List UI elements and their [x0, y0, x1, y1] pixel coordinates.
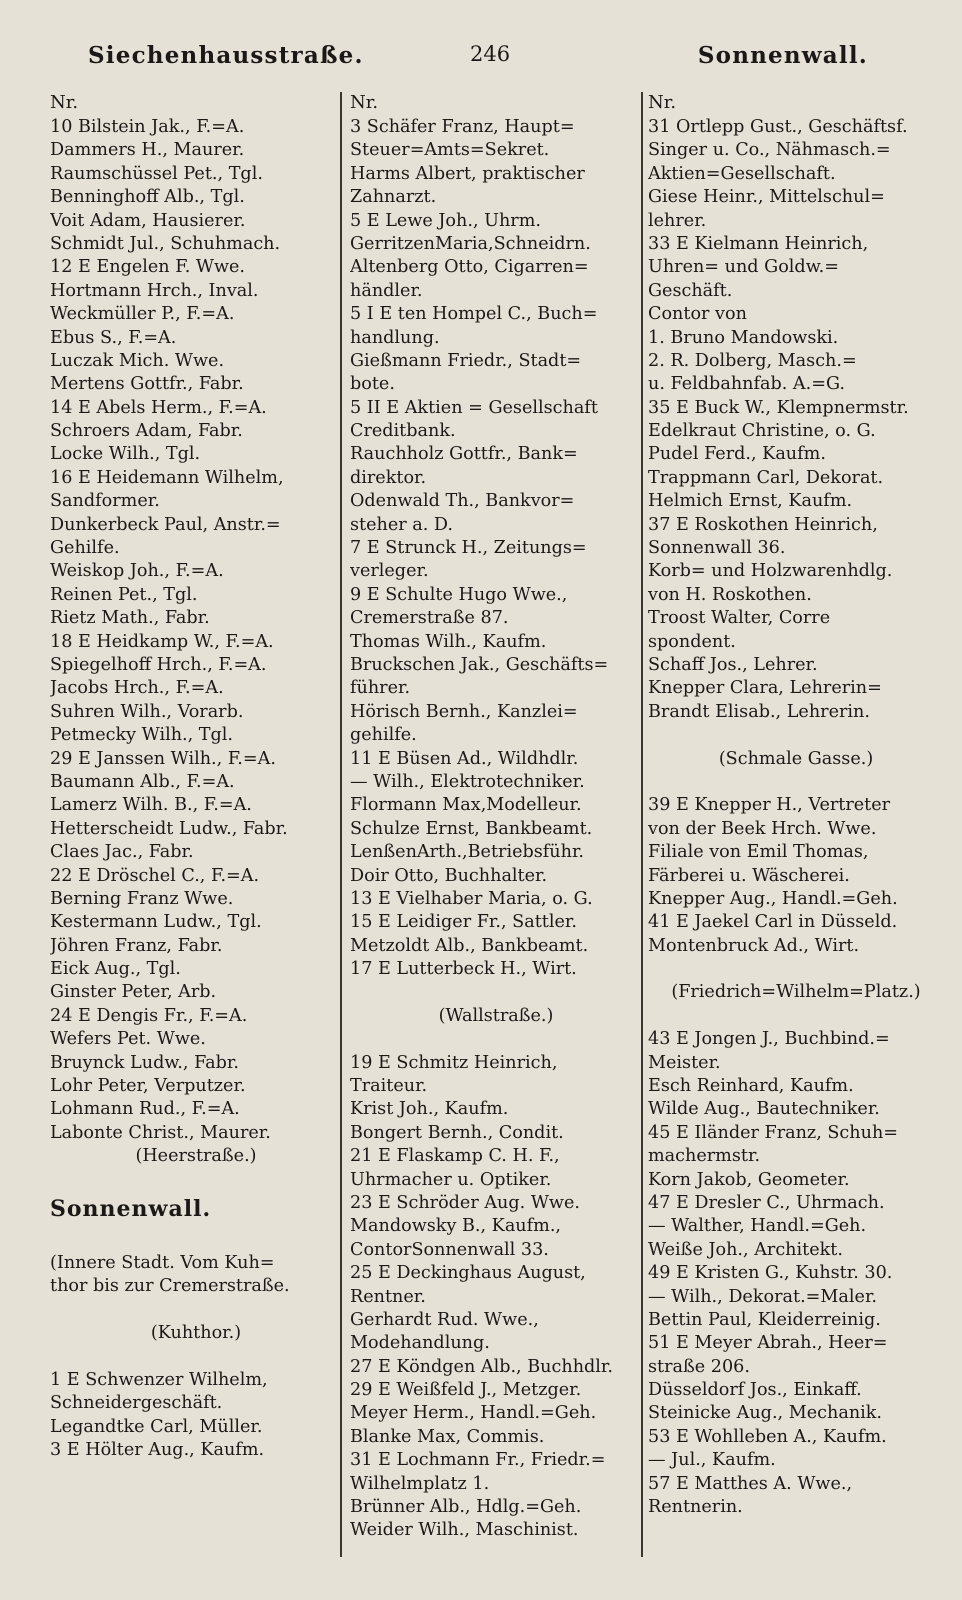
directory-line: 17 E Lutterbeck H., Wirt.	[350, 959, 577, 980]
directory-line: LenßenArth.,Betriebsführ.	[350, 842, 585, 863]
directory-line: Locke Wilh., Tgl.	[50, 444, 201, 465]
directory-line: Schaff Jos., Lehrer.	[648, 654, 818, 675]
directory-line: 27 E Köndgen Alb., Buchhdlr.	[350, 1356, 613, 1377]
directory-line: 3 E Hölter Aug., Kaufm.	[50, 1440, 265, 1461]
directory-line: — Wilh., Dekorat.=Maler.	[648, 1286, 878, 1307]
spacer	[50, 1229, 342, 1252]
directory-line: Geschäft.	[648, 280, 733, 301]
directory-line: 1 E Schwenzer Wilhelm,	[50, 1369, 268, 1390]
spacer	[648, 771, 944, 794]
directory-line: Bettin Paul, Kleiderreinig.	[648, 1309, 881, 1330]
directory-line: Singer u. Co., Nähmasch.=	[648, 140, 891, 161]
directory-line: Uhren= und Goldw.=	[648, 257, 840, 278]
running-head-left: Siechenhausstraße.	[88, 42, 364, 69]
page-number: 246	[470, 42, 511, 66]
directory-line: Schmidt Jul., Schuhmach.	[50, 233, 281, 254]
directory-line: 43 E Jongen J., Buchbind.=	[648, 1029, 890, 1050]
directory-line: — Wilh., Elektrotechniker.	[350, 771, 585, 792]
directory-line: 57 E Matthes A. Wwe.,	[648, 1473, 853, 1494]
directory-line: 23 E Schröder Aug. Wwe.	[350, 1192, 580, 1213]
directory-line: Bruckschen Jak., Geschäfts=	[350, 654, 609, 675]
directory-line: 18 E Heidkamp W., F.=A.	[50, 631, 274, 652]
directory-line: direktor.	[350, 467, 427, 488]
directory-line: Suhren Wilh., Vorarb.	[50, 701, 244, 722]
directory-line: 29 E Janssen Wilh., F.=A.	[50, 748, 276, 769]
directory-line: Korb= und Holzwarenhdlg.	[648, 561, 893, 582]
directory-line: Gießmann Friedr., Stadt=	[350, 350, 582, 371]
directory-line: von H. Roskothen.	[648, 584, 812, 605]
directory-line: 3 Schäfer Franz, Haupt=	[350, 117, 575, 137]
directory-line: — Walther, Handl.=Geh.	[648, 1216, 867, 1237]
directory-line: Filiale von Emil Thomas,	[648, 842, 869, 863]
directory-line: Bongert Bernh., Condit.	[350, 1122, 564, 1143]
directory-line: Meyer Herm., Handl.=Geh.	[350, 1403, 597, 1424]
directory-line: 2. R. Dolberg, Masch.=	[648, 350, 857, 371]
directory-line: Flormann Max,Modelleur.	[350, 795, 582, 816]
directory-line: 31 Ortlepp Gust., Geschäftsf.	[648, 117, 908, 137]
directory-line: Cremerstraße 87.	[350, 608, 509, 629]
directory-line: Hetterscheidt Ludw., Fabr.	[50, 818, 288, 839]
directory-line: Nr.	[648, 92, 677, 113]
directory-line: Lohr Peter, Verputzer.	[50, 1076, 246, 1097]
directory-line: Reinen Pet., Tgl.	[50, 584, 198, 605]
directory-line: machermstr.	[648, 1146, 761, 1167]
directory-column-1	[50, 90, 342, 1462]
directory-line: Odenwald Th., Bankvor=	[350, 491, 575, 512]
directory-line: Modehandlung.	[350, 1333, 490, 1354]
directory-line: 9 E Schulte Hugo Wwe.,	[350, 584, 568, 605]
directory-line: Altenberg Otto, Cigarren=	[350, 257, 589, 278]
spacer	[350, 981, 642, 1004]
section-heading: Sonnenwall.	[50, 1195, 212, 1222]
directory-line: straße 206.	[648, 1356, 750, 1377]
directory-line: 21 E Flaskamp C. H. F.,	[350, 1146, 560, 1167]
directory-line: Wilhelmplatz 1.	[350, 1473, 490, 1494]
directory-line: 25 E Deckinghaus August,	[350, 1263, 586, 1284]
directory-line: Baumann Alb., F.=A.	[50, 771, 235, 792]
directory-line: Lamerz Wilh. B., F.=A.	[50, 795, 252, 816]
directory-line: Weiskop Joh., F.=A.	[50, 561, 224, 582]
directory-line: Contor von	[648, 304, 747, 325]
spacer	[50, 1346, 342, 1369]
directory-line: bote.	[350, 374, 395, 395]
directory-line: Jöhren Franz, Fabr.	[50, 935, 223, 956]
directory-line: 45 E Iländer Franz, Schuh=	[648, 1122, 899, 1143]
directory-line: 35 E Buck W., Klempnermstr.	[648, 397, 909, 418]
directory-line: gehilfe.	[350, 725, 417, 746]
directory-line: Schneidergeschäft.	[50, 1393, 223, 1414]
directory-line: 41 E Jaekel Carl in Düsseld.	[648, 912, 898, 933]
running-head-right: Sonnenwall.	[697, 42, 868, 69]
directory-line: u. Feldbahnfab. A.=G.	[648, 374, 845, 395]
directory-line: 33 E Kielmann Heinrich,	[648, 233, 869, 254]
directory-line: Bruynck Ludw., Fabr.	[50, 1052, 239, 1073]
directory-line: ContorSonnenwall 33.	[350, 1239, 549, 1260]
directory-line: 5 I E ten Hompel C., Buch=	[350, 304, 598, 325]
directory-line: 49 E Kristen G., Kuhstr. 30.	[648, 1263, 893, 1284]
directory-line: Brünner Alb., Hdlg.=Geh.	[350, 1497, 582, 1518]
directory-line: Troost Walter, Corre	[648, 608, 831, 629]
spacer	[50, 1299, 342, 1322]
directory-line: Blanke Max, Commis.	[350, 1426, 545, 1447]
directory-line: Uhrmacher u. Optiker.	[350, 1169, 552, 1190]
directory-line: 15 E Leidiger Fr., Sattler.	[350, 912, 577, 933]
directory-line: Giese Heinr., Mittelschul=	[648, 187, 885, 208]
directory-line: Metzoldt Alb., Bankbeamt.	[350, 935, 589, 956]
directory-line: Düsseldorf Jos., Einkaff.	[648, 1380, 862, 1401]
directory-line: lehrer.	[648, 210, 707, 231]
directory-line: Hörisch Bernh., Kanzlei=	[350, 701, 578, 722]
directory-line: 5 E Lewe Joh., Uhrm.	[350, 210, 541, 231]
directory-line: — Jul., Kaufm.	[648, 1450, 776, 1471]
section-heading: (Schmale Gasse.)	[718, 748, 874, 769]
directory-line: Dunkerbeck Paul, Anstr.=	[50, 514, 281, 535]
spacer	[648, 724, 944, 747]
directory-line: Weider Wilh., Maschinist.	[350, 1520, 579, 1541]
directory-line: Brandt Elisab., Lehrerin.	[648, 701, 870, 722]
directory-line: 24 E Dengis Fr., F.=A.	[50, 1005, 248, 1026]
directory-line: Labonte Christ., Maurer.	[50, 1122, 271, 1143]
directory-column-2	[350, 90, 642, 1543]
directory-line: 11 E Büsen Ad., Wildhdlr.	[350, 748, 579, 769]
directory-line: 39 E Knepper H., Vertreter	[648, 795, 891, 816]
directory-line: Luczak Mich. Wwe.	[50, 350, 225, 371]
directory-line: 16 E Heidemann Wilhelm,	[50, 467, 284, 488]
spacer	[648, 958, 944, 981]
directory-line: Gehilfe.	[50, 538, 120, 559]
directory-line: Rentner.	[350, 1286, 426, 1307]
directory-line: Steinicke Aug., Mechanik.	[648, 1403, 883, 1424]
directory-line: 10 Bilstein Jak., F.=A.	[50, 117, 245, 137]
directory-line: Knepper Aug., Handl.=Geh.	[648, 888, 898, 909]
section-heading: (Heerstraße.)	[135, 1146, 257, 1167]
directory-line: spondent.	[648, 631, 736, 652]
directory-line: Eick Aug., Tgl.	[50, 959, 181, 980]
directory-line: Traiteur.	[350, 1076, 428, 1097]
directory-line: Edelkraut Christine, o. G.	[648, 421, 876, 442]
directory-line: Färberei u. Wäscherei.	[648, 865, 850, 886]
directory-line: 19 E Schmitz Heinrich,	[350, 1052, 558, 1073]
directory-line: Zahnarzt.	[350, 187, 437, 208]
directory-line: 13 E Vielhaber Maria, o. G.	[350, 888, 593, 909]
directory-line: Sandformer.	[50, 491, 160, 512]
directory-line: Schroers Adam, Fabr.	[50, 421, 243, 442]
directory-line: Krist Joh., Kaufm.	[350, 1099, 509, 1120]
directory-line: Pudel Ferd., Kaufm.	[648, 444, 826, 465]
directory-line: 47 E Dresler C., Uhrmach.	[648, 1192, 885, 1213]
spacer	[350, 1028, 642, 1051]
directory-line: Ebus S., F.=A.	[50, 327, 177, 348]
directory-line: steher a. D.	[350, 514, 454, 535]
directory-line: 51 E Meyer Abrah., Heer=	[648, 1333, 888, 1354]
directory-line: Mertens Gottfr., Fabr.	[50, 374, 244, 395]
directory-line: Sonnenwall 36.	[648, 538, 786, 559]
section-heading: (Friedrich=Wilhelm=Platz.)	[671, 982, 921, 1003]
directory-line: Weckmüller P., F.=A.	[50, 304, 235, 325]
directory-line: Voit Adam, Hausierer.	[50, 210, 246, 231]
directory-line: Creditbank.	[350, 421, 456, 442]
directory-line: 7 E Strunck H., Zeitungs=	[350, 538, 587, 559]
directory-line: Spiegelhoff Hrch., F.=A.	[50, 654, 267, 675]
directory-line: Esch Reinhard, Kaufm.	[648, 1076, 854, 1097]
directory-line: 37 E Roskothen Heinrich,	[648, 514, 878, 535]
directory-line: führer.	[350, 678, 411, 699]
directory-line: 5 II E Aktien = Gesellschaft	[350, 397, 598, 418]
directory-line: Petmecky Wilh., Tgl.	[50, 725, 234, 746]
directory-line: Kestermann Ludw., Tgl.	[50, 912, 262, 933]
directory-line: Schulze Ernst, Bankbeamt.	[350, 818, 593, 839]
directory-line: Harms Albert, praktischer	[350, 163, 585, 184]
directory-line: (Innere Stadt. Vom Kuh=	[50, 1252, 275, 1273]
section-heading: (Kuhthor.)	[150, 1323, 242, 1344]
directory-line: Dammers H., Maurer.	[50, 140, 245, 161]
directory-line: Raumschüssel Pet., Tgl.	[50, 163, 263, 184]
directory-line: Lohmann Rud., F.=A.	[50, 1099, 240, 1120]
directory-line: Nr.	[50, 92, 79, 113]
directory-line: von der Beek Hrch. Wwe.	[648, 818, 877, 839]
directory-column-3	[648, 90, 944, 1519]
directory-line: Helmich Ernst, Kaufm.	[648, 491, 853, 512]
spacer	[648, 1005, 944, 1028]
directory-line: GerritzenMaria,Schneidrn.	[350, 233, 591, 254]
directory-line: Weiße Joh., Architekt.	[648, 1239, 843, 1260]
directory-line: Rentnerin.	[648, 1497, 743, 1518]
directory-line: Montenbruck Ad., Wirt.	[648, 935, 860, 956]
directory-line: thor bis zur Cremerstraße.	[50, 1276, 290, 1297]
directory-line: Wefers Pet. Wwe.	[50, 1029, 206, 1050]
directory-line: Knepper Clara, Lehrerin=	[648, 678, 882, 699]
directory-line: Benninghoff Alb., Tgl.	[50, 187, 245, 208]
directory-line: Aktien=Gesellschaft.	[648, 163, 836, 184]
directory-line: 22 E Dröschel C., F.=A.	[50, 865, 260, 886]
directory-line: Korn Jakob, Geometer.	[648, 1169, 850, 1190]
directory-line: Gerhardt Rud. Wwe.,	[350, 1309, 539, 1330]
directory-line: Meister.	[648, 1052, 721, 1073]
directory-line: Hortmann Hrch., Inval.	[50, 280, 259, 301]
directory-line: Trappmann Carl, Dekorat.	[648, 467, 884, 488]
directory-line: 1. Bruno Mandowski.	[648, 327, 839, 348]
directory-line: Rietz Math., Fabr.	[50, 608, 210, 629]
directory-line: Claes Jac., Fabr.	[50, 842, 194, 863]
directory-line: 29 E Weißfeld J., Metzger.	[350, 1380, 582, 1401]
directory-line: 53 E Wohlleben A., Kaufm.	[648, 1426, 887, 1447]
directory-line: 12 E Engelen F. Wwe.	[50, 257, 246, 278]
directory-line: Ginster Peter, Arb.	[50, 982, 217, 1003]
directory-line: 31 E Lochmann Fr., Friedr.=	[350, 1450, 606, 1471]
directory-line: verleger.	[350, 561, 429, 582]
directory-line: Rauchholz Gottfr., Bank=	[350, 444, 578, 465]
directory-line: Doir Otto, Buchhalter.	[350, 865, 548, 886]
directory-line: 14 E Abels Herm., F.=A.	[50, 397, 267, 418]
directory-line: Legandtke Carl, Müller.	[50, 1416, 263, 1437]
section-heading: (Wallstraße.)	[438, 1005, 554, 1026]
directory-line: Nr.	[350, 92, 379, 113]
directory-line: Mandowsky B., Kaufm.,	[350, 1216, 562, 1237]
directory-line: händler.	[350, 280, 423, 301]
directory-line: Berning Franz Wwe.	[50, 888, 234, 909]
directory-line: Jacobs Hrch., F.=A.	[50, 678, 224, 699]
directory-line: Thomas Wilh., Kaufm.	[350, 631, 547, 652]
directory-line: handlung.	[350, 327, 440, 348]
directory-line: Steuer=Amts=Sekret.	[350, 140, 550, 161]
directory-line: Wilde Aug., Bautechniker.	[648, 1099, 880, 1120]
